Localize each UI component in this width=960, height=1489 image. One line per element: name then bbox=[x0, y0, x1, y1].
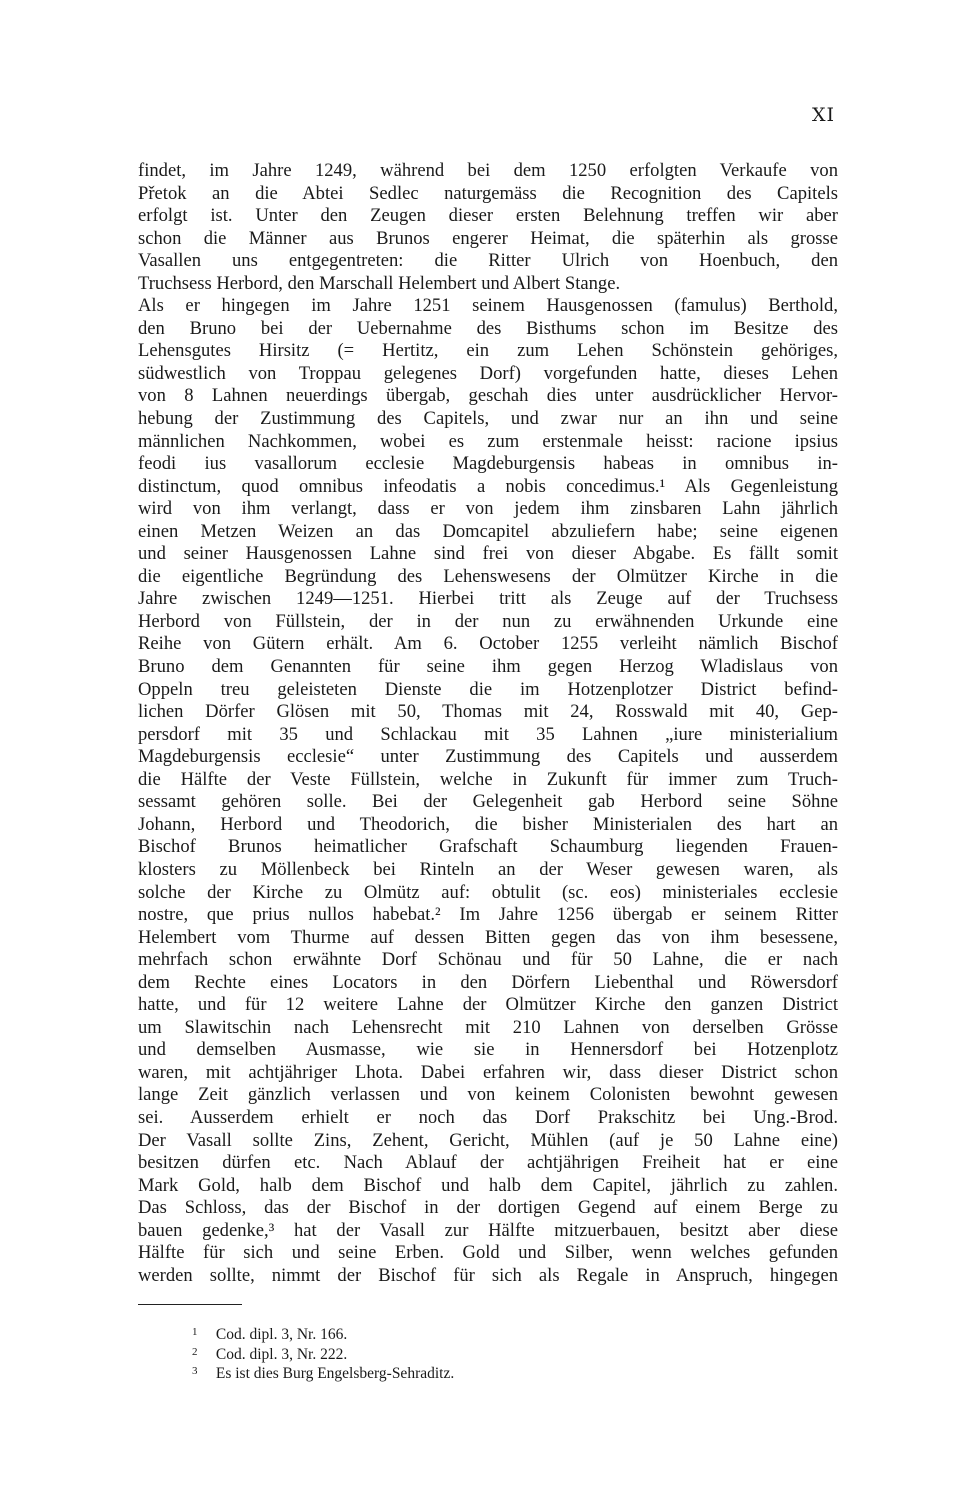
text-line: Mark Gold, halb dem Bischof und halb dem Capitel, jährlich zu zahlen. bbox=[138, 1174, 838, 1196]
text-line: waren, mit achtjähriger Lhota. Dabei erfahren wir, dass dieser District schon bbox=[138, 1061, 838, 1083]
text-line: sessamt gehören solle. Bei der Gelegenheit gab Herbord seine Söhne bbox=[138, 791, 838, 813]
text-line: distinctum, quod omnibus infeodatis a nobis concedimus.¹ Als Gegenleistung bbox=[138, 475, 838, 497]
text-line: Magdeburgensis ecclesie“ unter Zustimmung des Capitels und ausserdem bbox=[138, 746, 838, 768]
text-line: die eigentliche Begründung des Lehenswesens der Olmützer Kirche in die bbox=[138, 565, 838, 587]
footnote-2 bbox=[192, 1344, 454, 1364]
text-line: Helembert vom Thurme auf dessen Bitten gegen das von ihm besessene, bbox=[138, 926, 838, 948]
text-line: Bruno dem Genannten für seine ihm gegen Herzog Wladislaus von bbox=[138, 656, 838, 678]
text-line: einen Metzen Weizen an das Domcapitel abzuliefern habe; seine eigenen bbox=[138, 520, 838, 542]
footnote-mark: 2 bbox=[192, 1345, 198, 1358]
text-line: und demselben Ausmasse, wie sie in Hennersdorf bei Hotzenplotz bbox=[138, 1039, 838, 1061]
text-line bbox=[138, 1287, 838, 1310]
text-line: werden sollte, nimmt der Bischof für sich als Regale in Anspruch, hingegen bbox=[138, 1264, 838, 1286]
page-number: XI bbox=[811, 104, 835, 126]
text-line: solche der Kirche zu Olmütz auf: obtulit (sc. eos) ministeriales ecclesie bbox=[138, 881, 838, 903]
text-line: lichen Dörfer Glösen mit 50, Thomas mit 24, Rosswald mit 40, Gep- bbox=[138, 701, 838, 723]
text-line: Lehensgutes Hirsitz (= Hertitz, ein zum Lehen Schönstein gehöriges, bbox=[138, 340, 838, 362]
text-line: Das Schloss, das der Bischof in der dortigen Gegend auf einem Berge zu bbox=[138, 1197, 838, 1219]
text-line: lange Zeit gänzlich verlassen und von keinem Colonisten bewohnt gewesen bbox=[138, 1084, 838, 1106]
text-line: schon die Männer aus Brunos engerer Heimat, die späterhin als grosse bbox=[138, 227, 838, 249]
footnote-divider bbox=[138, 1304, 242, 1305]
text-line: Der Vasall sollte Zins, Zehent, Gericht, Mühlen (auf je 50 Lahne eine) bbox=[138, 1129, 838, 1151]
text-line: nostre, que prius nullos habebat.² Im Jahre 1256 übergab er seinem Ritter bbox=[138, 904, 838, 926]
text-line: hebung der Zustimmung des Capitels, und zwar nur an ihn und seine bbox=[138, 408, 838, 430]
footnote-text: Es ist dies Burg Engelsberg-Sehraditz. bbox=[215, 1365, 455, 1382]
footnotes bbox=[192, 1324, 454, 1383]
text-line: von 8 Lahnen neuerdings übergab, geschah dies unter ausdrücklicher Hervor- bbox=[138, 385, 838, 407]
text-line: klosters zu Möllenbeck bei Rinteln an der Weser gewesen waren, als bbox=[138, 858, 838, 880]
footnote-1 bbox=[192, 1324, 454, 1344]
text-line: feodi ius vasallorum ecclesie Magdeburgensis habeas in omnibus in- bbox=[138, 453, 838, 475]
text-line: dem Rechte eines Locators in den Dörfern Liebenthal und Röwersdorf bbox=[138, 971, 838, 993]
text-line: männlichen Nachkommen, wobei es zum erstenmale heisst: racione ipsius bbox=[138, 430, 838, 452]
text-line: persdorf mit 35 und Schlackau mit 35 Lahnen „iure ministerialium bbox=[138, 723, 838, 745]
text-line: den Bruno bei der Uebernahme des Bisthums schon im Besitze des bbox=[138, 317, 838, 339]
text-line: Als er hingegen im Jahre 1251 seinem Hausgenossen (famulus) Berthold, bbox=[138, 295, 838, 317]
footnote-mark: 3 bbox=[192, 1365, 198, 1377]
text-line: bauen gedenke,³ hat der Vasall zur Hälfte mitzuerbauen, besitzt aber diese bbox=[138, 1219, 838, 1241]
text-line: Bischof Brunos heimatlicher Grafschaft Schaumburg liegenden Frauen- bbox=[138, 836, 838, 858]
text-line: Oppeln treu geleisteten Dienste die im Hotzenplotzer District befind- bbox=[138, 678, 838, 700]
text-line: erfolgt ist. Unter den Zeugen dieser ersten Belehnung treffen wir aber bbox=[138, 205, 838, 227]
text-line: findet, im Jahre 1249, während bei dem 1250 erfolgten Verkaufe von bbox=[138, 160, 838, 181]
text-line: südwestlich von Troppau gelegenes Dorf) vorgefunden hatte, dieses Lehen bbox=[138, 362, 838, 384]
text-line: und seiner Hausgenossen Lahne sind frei von dieser Abgabe. Es fällt somit bbox=[138, 543, 838, 565]
text-line: die Hälfte der Veste Füllstein, welche in Zukunft für immer zum Truch- bbox=[138, 768, 838, 790]
text-line: Hälfte für sich und seine Erben. Gold und Silber, wenn welches gefunden bbox=[138, 1242, 838, 1264]
text-line: Johann, Herbord und Theodorich, die bisher Ministerialen des hart an bbox=[138, 813, 838, 835]
footnote-text: Cod. dipl. 3, Nr. 166. bbox=[215, 1326, 348, 1343]
text-line: wird von ihm verlangt, dass er von jedem ihm zinsbaren Lahn jährlich bbox=[138, 498, 838, 520]
text-line: sei. Ausserdem erhielt er noch das Dorf Prakschitz bei Ung.-Brod. bbox=[138, 1106, 838, 1128]
text-line: Přetok an die Abtei Sedlec naturgemäss die Recognition des Capitels bbox=[138, 182, 838, 204]
text-line: besitzen dürfen etc. Nach Ablauf der achtjährigen Freiheit hat er eine bbox=[138, 1152, 838, 1174]
footnote-text: Cod. dipl. 3, Nr. 222. bbox=[215, 1345, 348, 1363]
text-line: Vasallen uns entgegentreten: die Ritter Ulrich von Hoenbuch, den bbox=[138, 250, 838, 272]
text-line: Jahre zwischen 1249—1251. Hierbei tritt als Zeuge auf der Truchsess bbox=[138, 588, 838, 610]
text-line: um Slawitschin nach Lehensrecht mit 210 Lahnen von derselben Grösse bbox=[138, 1016, 838, 1038]
footnote-mark: 1 bbox=[192, 1326, 198, 1338]
text-line: Reihe von Gütern erhält. Am 6. October 1255 verleiht nämlich Bischof bbox=[138, 633, 838, 655]
text-line: hatte, und für 12 weitere Lahne der Olmützer Kirche den ganzen District bbox=[138, 994, 838, 1016]
body-text bbox=[138, 160, 838, 1310]
footnote-3 bbox=[192, 1363, 454, 1383]
text-line: Truchsess Herbord, den Marschall Helembert und Albert Stange. bbox=[138, 272, 621, 294]
text-line: Herbord von Füllstein, der in der nun zu erwähnenden Urkunde eine bbox=[138, 610, 838, 632]
text-line: mehrfach schon erwähnte Dorf Schönau und für 50 Lahne, die er nach bbox=[138, 949, 838, 971]
